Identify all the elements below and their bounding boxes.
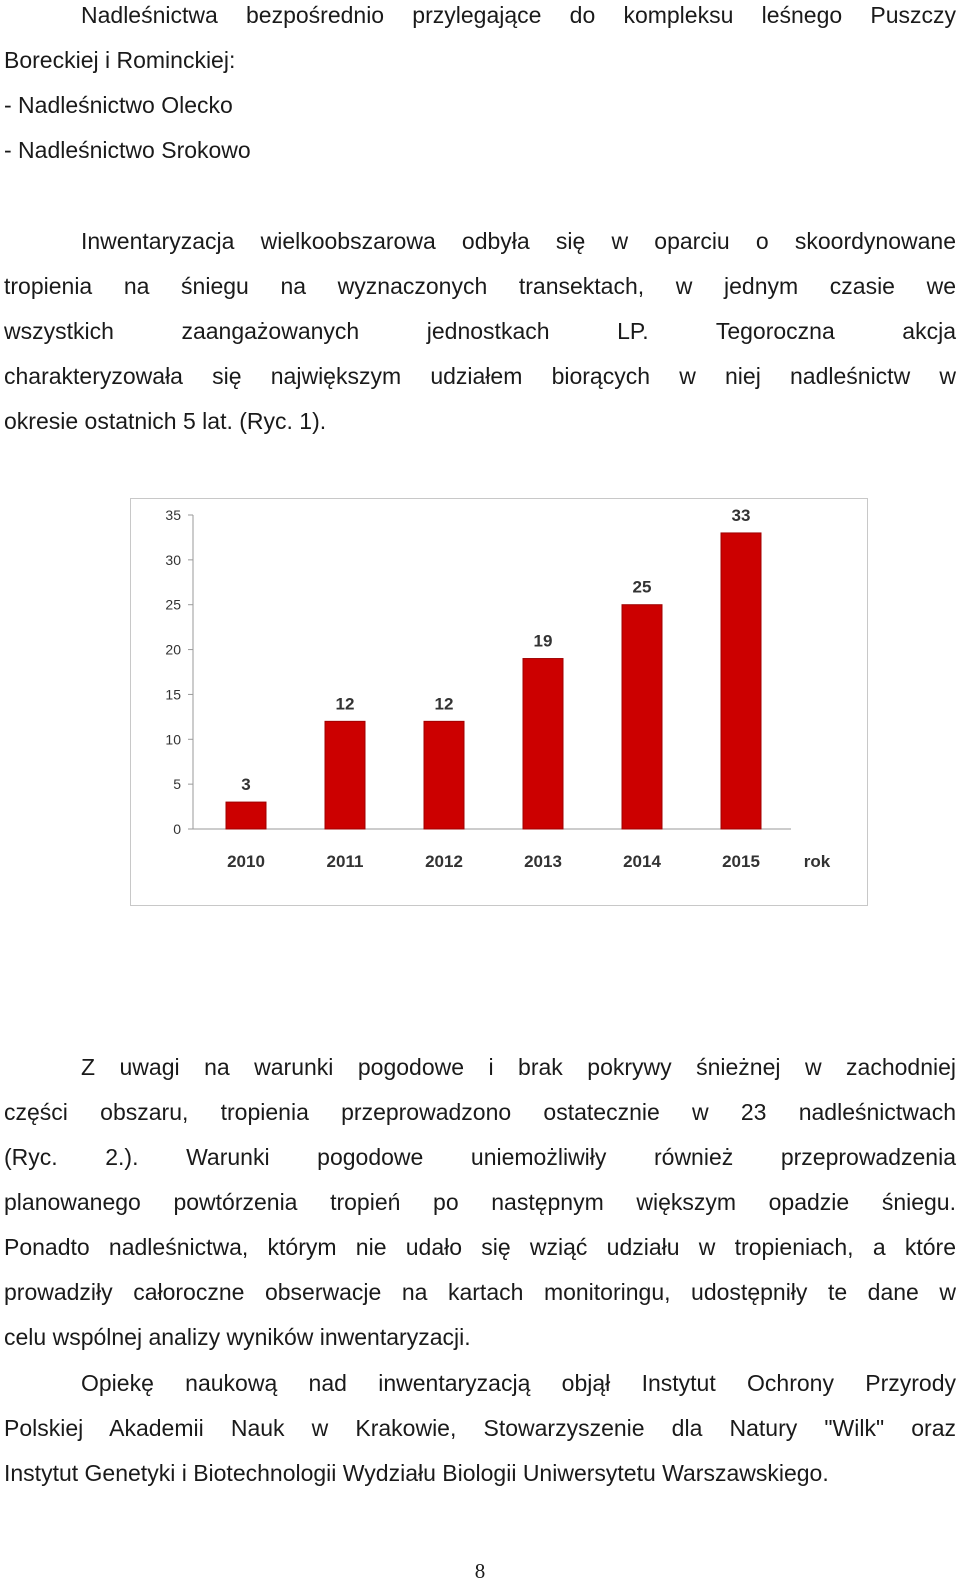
chart-svg	[131, 499, 867, 905]
text-line: celu wspólnej analizy wyników inwentaryzacji.	[4, 1324, 471, 1350]
x-tick-label: 2015	[722, 852, 760, 871]
list-item: - Nadleśnictwo Srokowo	[4, 137, 251, 163]
list-item: - Nadleśnictwo Olecko	[4, 92, 233, 118]
text-line: charakteryzowała się największym udziałem biorących w niej nadleśnictw w	[4, 363, 956, 389]
bar	[325, 721, 365, 829]
data-label: 12	[434, 694, 454, 714]
text-line: (Ryc. 2.). Warunki pogodowe uniemożliwiły również przeprowadzenia	[4, 1144, 956, 1170]
y-tick-label: 15	[165, 686, 181, 703]
text-line: Boreckiej i Rominckiej:	[4, 47, 236, 73]
text-line: tropienia na śniegu na wyznaczonych transektach, w jednym czasie we	[4, 273, 956, 299]
text-line: części obszaru, tropienia przeprowadzono ostatecznie w 23 nadleśnictwach	[4, 1099, 956, 1125]
text-line: okresie ostatnich 5 lat. (Ryc. 1).	[4, 408, 327, 434]
data-label: 3	[241, 775, 251, 795]
y-tick-label: 20	[165, 641, 181, 658]
text-line: Instytut Genetyki i Biotechnologii Wydziału Biologii Uniwersytetu Warszawskiego.	[4, 1460, 829, 1486]
y-tick-label: 5	[173, 776, 181, 793]
bar	[622, 605, 662, 829]
y-tick-label: 30	[165, 551, 181, 568]
text-line: planowanego powtórzenia tropień po następnym większym opadzie śniegu.	[4, 1189, 956, 1215]
page-number: 8	[474, 1559, 486, 1583]
text-line: prowadziły całoroczne obserwacje na kartach monitoringu, udostępniły te dane w	[4, 1279, 956, 1305]
x-tick-label: 2011	[326, 852, 364, 871]
x-tick-label: 2013	[524, 852, 562, 871]
text-line: Ponadto nadleśnictwa, którym nie udało się wziąć udziału w tropieniach, a które	[4, 1234, 956, 1260]
data-label: 19	[533, 631, 553, 651]
bar	[226, 802, 266, 829]
x-axis-label: rok	[803, 852, 831, 871]
bar	[523, 659, 563, 829]
x-tick-label: 2012	[425, 852, 463, 871]
text-line: Opiekę naukową nad inwentaryzacją objął Instytut Ochrony Przyrody	[81, 1370, 956, 1396]
y-tick-label: 35	[165, 507, 181, 523]
bar	[424, 721, 464, 829]
bar-chart	[130, 498, 868, 906]
data-label: 25	[632, 577, 652, 597]
text-line: wszystkich zaangażowanych jednostkach LP. Tegoroczna akcja	[4, 318, 956, 344]
text-line: Polskiej Akademii Nauk w Krakowie, Stowarzyszenie dla Natury "Wilk" oraz	[4, 1415, 956, 1441]
y-tick-label: 25	[165, 596, 181, 613]
bar	[721, 533, 761, 829]
text-line: Nadleśnictwa bezpośrednio przylegające do kompleksu leśnego Puszczy	[81, 2, 956, 28]
x-tick-label: 2010	[227, 852, 265, 871]
data-label: 33	[731, 505, 751, 525]
text-line: Inwentaryzacja wielkoobszarowa odbyła się w oparciu o skoordynowane	[81, 228, 956, 254]
text-line: Z uwagi na warunki pogodowe i brak pokrywy śnieżnej w zachodniej	[81, 1054, 956, 1080]
y-tick-label: 0	[173, 821, 181, 837]
y-tick-label: 10	[165, 731, 181, 748]
x-tick-label: 2014	[623, 852, 661, 871]
data-label: 12	[335, 694, 355, 714]
